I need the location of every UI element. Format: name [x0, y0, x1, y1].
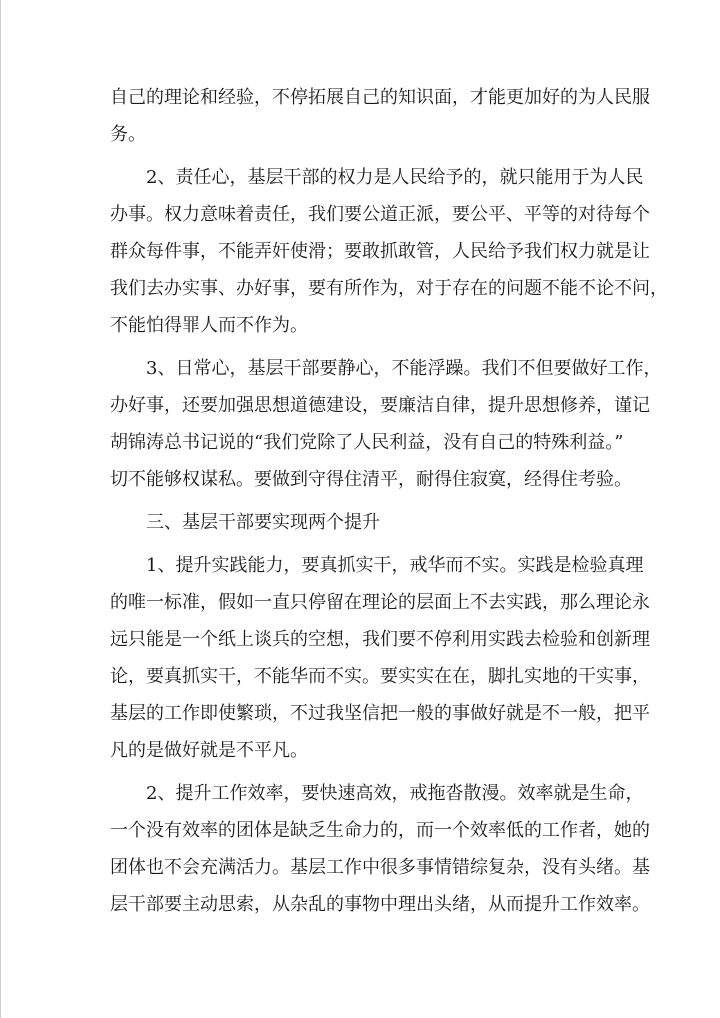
- paragraph-heading-line: 2、提升工作效率，要快速高效，戒拖沓散漫。效率就是生命，: [146, 783, 644, 804]
- document-body: [110, 87, 668, 915]
- text-line: 务。: [110, 124, 146, 145]
- text-line: 的唯一标准，假如一直只停留在理论的层面上不去实践，那么理论永: [110, 592, 650, 613]
- paragraph-heading-line: 1、提升实践能力，要真抓实干，戒华而不实。实践是检验真理: [146, 555, 644, 576]
- text-line: 不能怕得罪人而不作为。: [110, 315, 308, 336]
- text-line: 自己的理论和经验，不停拓展自己的知识面，才能更加好的为人民服: [110, 87, 650, 108]
- text-line: 群众每件事，不能弄奸使滑；要敢抓敢管，人民给予我们权力就是让: [110, 241, 650, 262]
- paragraph-heading-line: 3、日常心，基层干部要静心，不能浮躁。我们不但要做好工作，: [146, 358, 662, 379]
- text-line: 论，要真抓实干，不能华而不实。要实实在在，脚扎实地的干实事，: [110, 666, 650, 687]
- text-line: 基层的工作即使繁琐，不过我坚信把一般的事做好就是不一般，把平: [110, 703, 650, 724]
- text-line: 一个没有效率的团体是缺乏生命力的，而一个效率低的工作者，她的: [110, 820, 650, 841]
- text-line: 办好事，还要加强思想道德建设，要廉洁自律，提升思想修养，谨记: [110, 395, 650, 416]
- text-line: 切不能够权谋私。要做到守得住清平，耐得住寂寞，经得住考验。: [110, 469, 632, 490]
- section-heading: 三、基层干部要实现两个提升: [146, 512, 380, 533]
- text-line: 团体也不会充满活力。基层工作中很多事情错综复杂，没有头绪。基: [110, 857, 650, 878]
- text-line: 层干部要主动思索，从杂乱的事物中理出头绪，从而提升工作效率。: [110, 894, 650, 915]
- text-line: 我们去办实事、办好事，要有所作为，对于存在的问题不能不论不问，: [110, 278, 668, 299]
- text-line: 凡的是做好就是不平凡。: [110, 740, 308, 761]
- page-edge: [0, 0, 1, 1018]
- text-line: 胡锦涛总书记说的“我们党除了人民利益，没有自己的特殊利益。”: [110, 432, 624, 453]
- text-line: 办事。权力意味着责任，我们要公道正派，要公平、平等的对待每个: [110, 204, 650, 225]
- text-line: 远只能是一个纸上谈兵的空想，我们要不停利用实践去检验和创新理: [110, 629, 650, 650]
- paragraph-heading-line: 2、责任心，基层干部的权力是人民给予的，就只能用于为人民: [146, 167, 644, 188]
